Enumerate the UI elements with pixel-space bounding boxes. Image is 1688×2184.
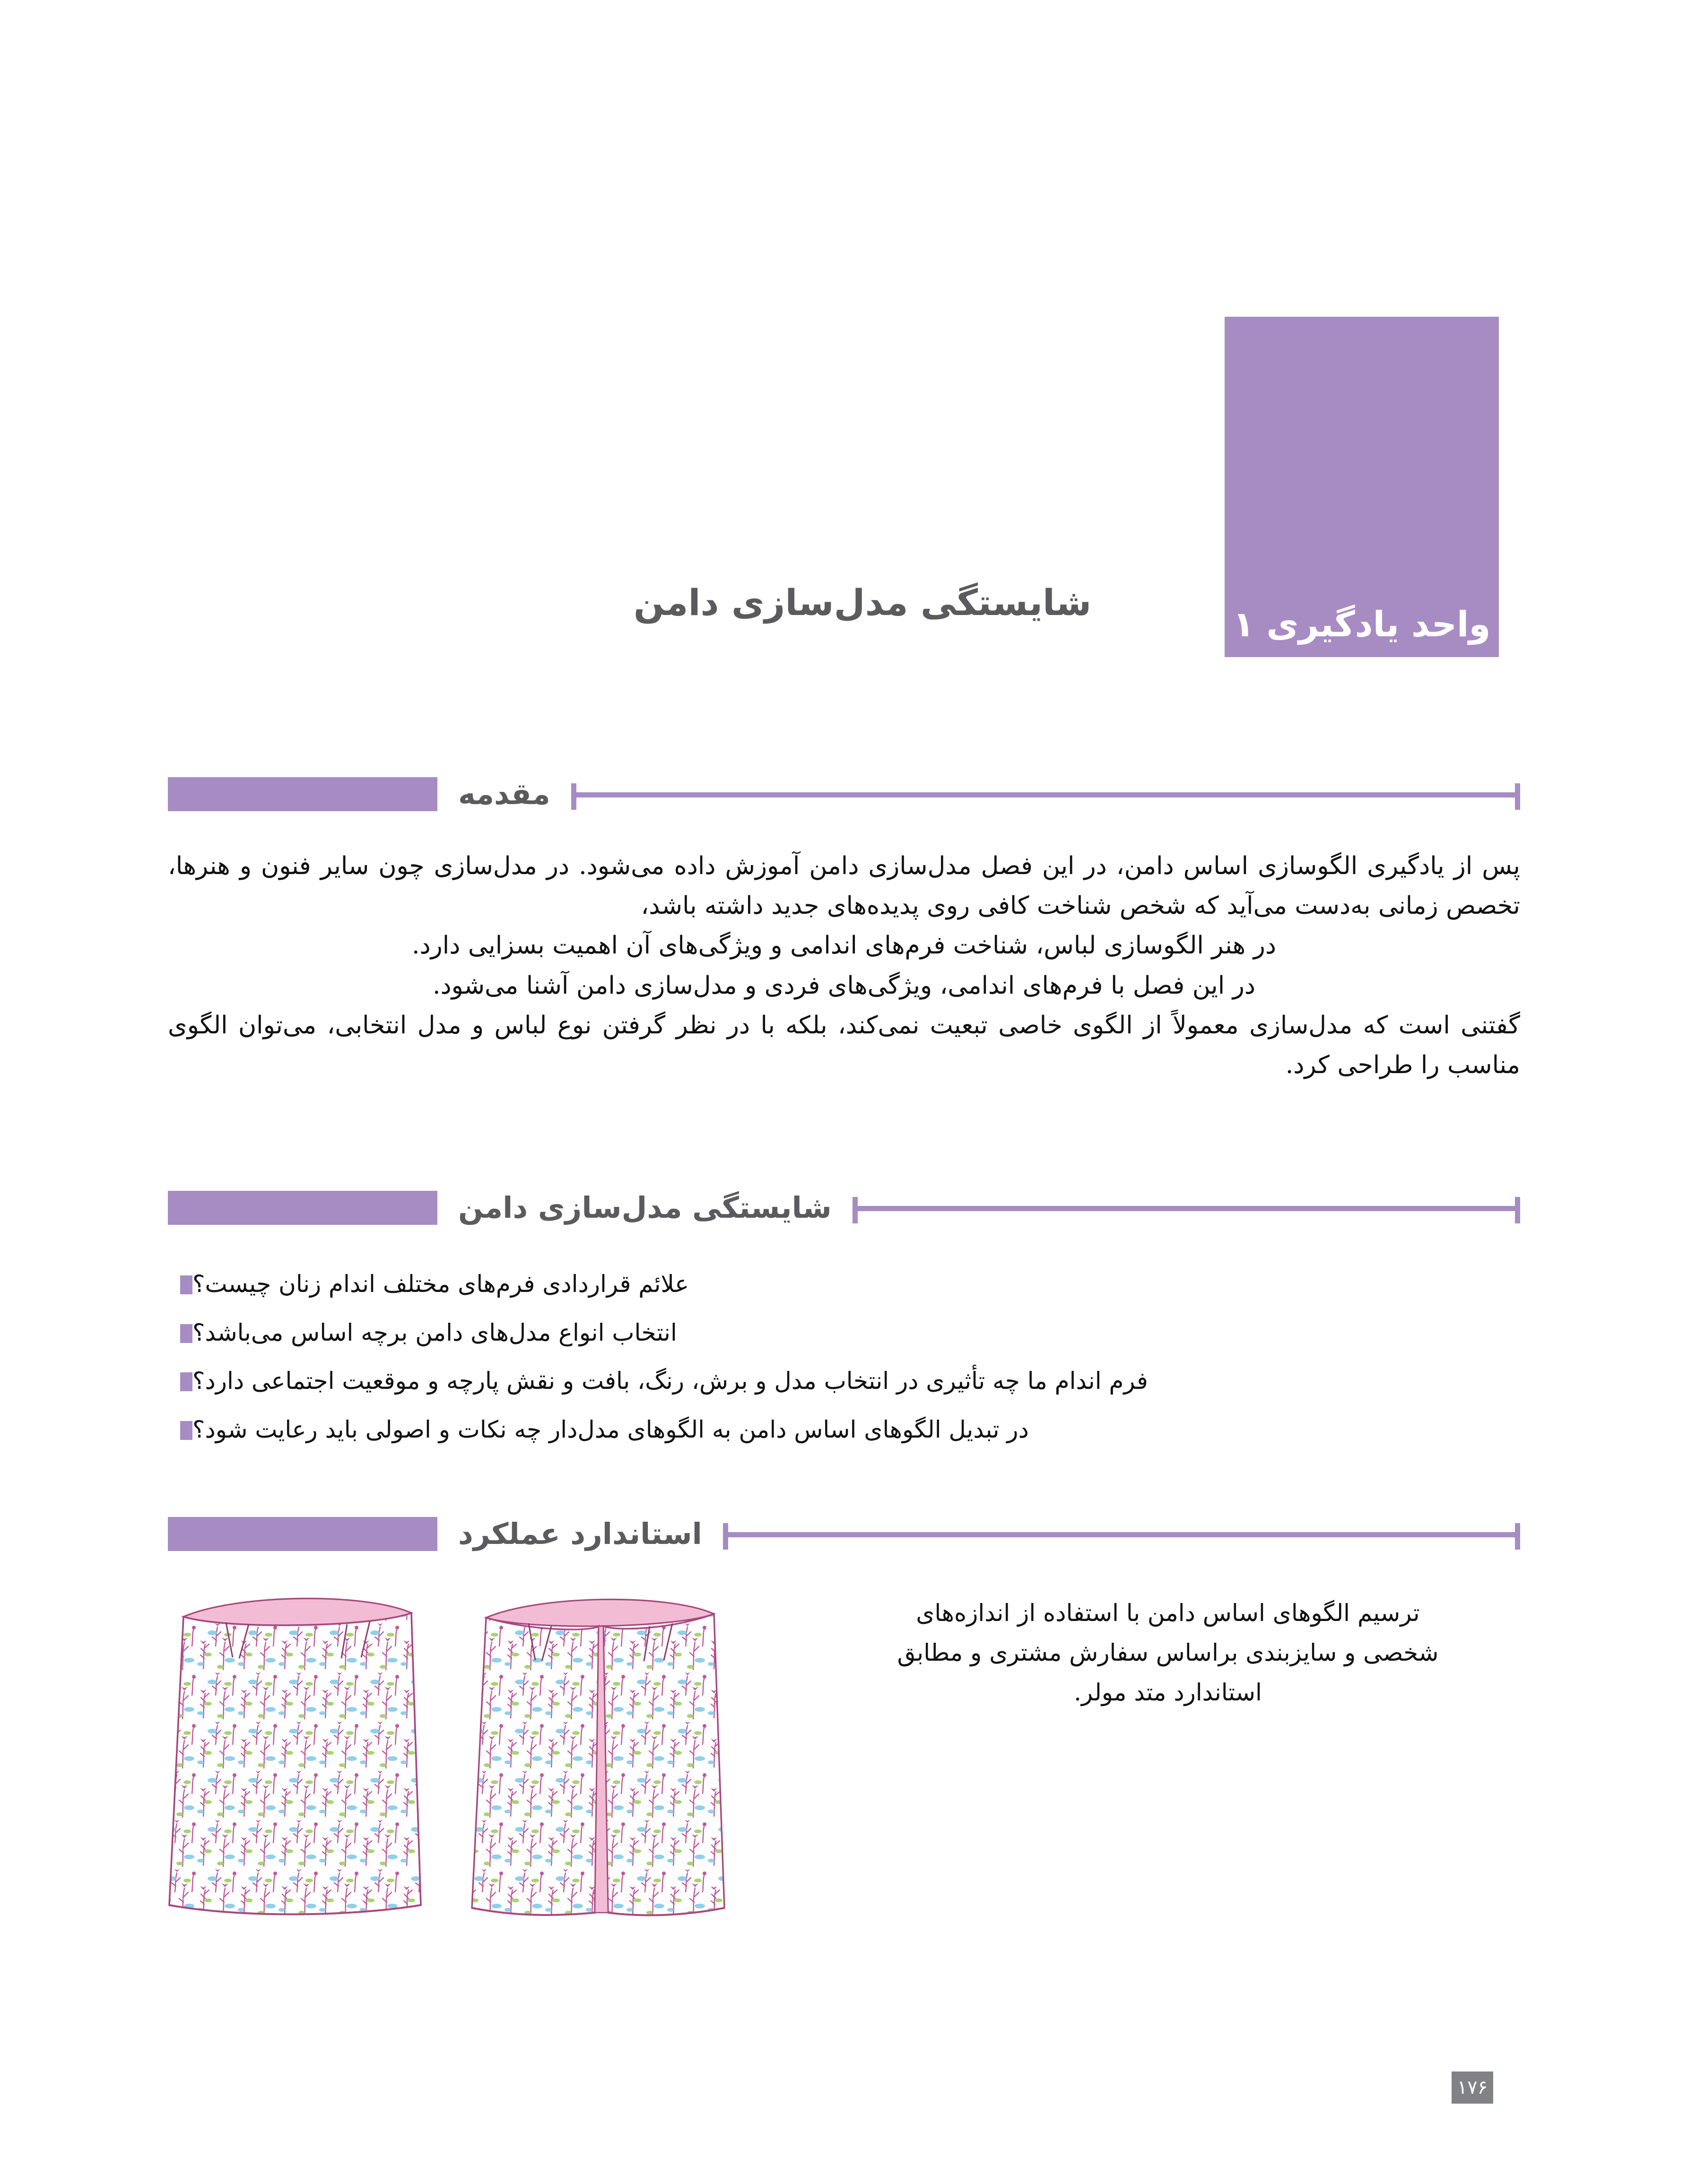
standard-line-2: شخصی و سایزبندی براساس سفارش مشتری و مطابق: [897, 1639, 1439, 1666]
list-item: [168, 1267, 1520, 1301]
intro-line-4: گفتنی است که مدل‌سازی معمولاً از الگوی خاصی تبعیت نمی‌کند، بلکه با در نظر گرفتن نوع لباس و مدل انتخابی، می‌توان الگوی مناسب را طراحی کرد.: [168, 1011, 1520, 1080]
section-header-intro: [168, 768, 1520, 820]
bullet-square-icon: [180, 1324, 192, 1343]
bullet-square-icon: [180, 1275, 192, 1294]
section-rule-intro: [571, 789, 1520, 799]
section-swatch-intro: [168, 777, 437, 811]
rule-cap-right: [1515, 1523, 1520, 1550]
page-number-label: ۱۷۶: [1457, 2077, 1488, 2098]
list-item: [168, 1364, 1520, 1398]
bullet-square-icon: [180, 1372, 192, 1391]
standard-line-1: ترسیم الگوهای اساس دامن با استفاده از اندازه‌های: [916, 1599, 1420, 1627]
section-rule-standard: [723, 1529, 1520, 1539]
standard-description: [816, 1593, 1520, 1712]
unit-banner-block: [1225, 317, 1499, 657]
section-header-competency: [168, 1182, 1520, 1234]
list-item-label: علائم قراردادی فرم‌های مختلف اندام زنان چیست؟: [192, 1270, 689, 1298]
intro-paragraph: [168, 846, 1520, 1085]
bullet-square-icon: [180, 1421, 192, 1440]
section-rule-competency: [853, 1203, 1520, 1213]
intro-line-1: پس از یادگیری الگوسازی اساس دامن، در این فصل مدل‌سازی دامن آموزش داده می‌شود. در مدل‌سازی چون سایر فنون و هنرها، تخصص زمانی به‌دست می‌آید که شخص شناخت کافی روی پدیده‌های جدید داشته باشد،: [168, 852, 1520, 920]
back-skirt-illustration: [472, 1599, 724, 1915]
front-skirt-illustration: [169, 1598, 421, 1914]
intro-line-3: در این فصل با فرم‌های اندامی، ویژگی‌های فردی و مدل‌سازی دامن آشنا می‌شود.: [432, 971, 1256, 1000]
unit-title: شایستگی مدل‌سازی دامن: [634, 581, 1092, 624]
list-item: [168, 1316, 1520, 1350]
rule-cap-right: [1515, 783, 1520, 810]
intro-line-2: در هنر الگوسازی لباس، شناخت فرم‌های اندامی و ویژگی‌های آن اهمیت بسزایی دارد.: [411, 931, 1277, 960]
list-item: [168, 1413, 1520, 1447]
list-item-label: انتخاب انواع مدل‌های دامن برچه اساس می‌باشد؟: [192, 1318, 677, 1346]
section-title-intro: مقدمه: [458, 777, 550, 811]
list-item-label: در تبدیل الگوهای اساس دامن به الگوهای مدل‌دار چه نکات و اصولی باید رعایت شود؟: [192, 1415, 1029, 1443]
list-item-label: فرم اندام ما چه تأثیری در انتخاب مدل و برش، رنگ، بافت و نقش پارچه و موقعیت اجتماعی دارد؟: [192, 1367, 1148, 1395]
section-header-standard: [168, 1508, 1520, 1560]
page-number-badge: [1452, 2071, 1493, 2104]
rule-cap-right: [1515, 1197, 1520, 1223]
competency-question-list: [168, 1267, 1520, 1461]
section-title-competency: شایستگی مدل‌سازی دامن: [458, 1190, 832, 1225]
section-swatch-standard: [168, 1517, 437, 1551]
skirt-illustrations: [156, 1574, 766, 2014]
standard-line-3: استاندارد متد مولر.: [1074, 1679, 1262, 1706]
section-title-standard: استاندارد عملکرد: [458, 1517, 702, 1551]
unit-banner-text: واحد یادگیری ۱: [1233, 604, 1491, 645]
section-swatch-competency: [168, 1191, 437, 1225]
